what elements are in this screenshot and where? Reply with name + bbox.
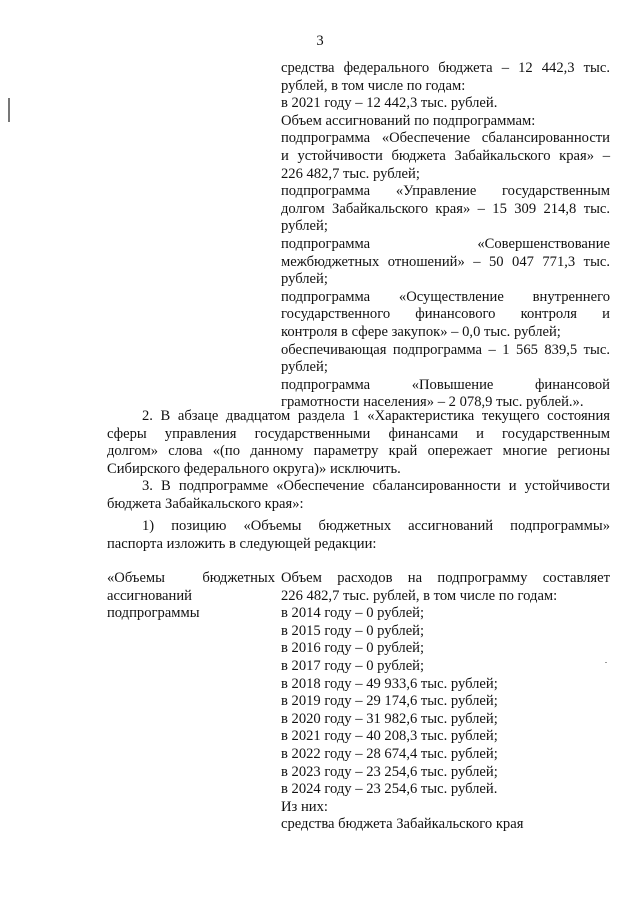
text-line: в 2022 году – 28 674,4 тыс. рублей; <box>281 745 498 762</box>
text-line: Из них: <box>281 798 328 815</box>
text-line: контроля в сфере закупок» – 0,0 тыс. рублей; <box>281 323 561 340</box>
text-line: Объем расходов на подпрограмму составляет <box>281 570 610 586</box>
text-line: в 2019 году – 29 174,6 тыс. рублей; <box>281 693 498 710</box>
text-line: 2. В абзаце двадцатом раздела 1 «Характеристика текущего состояния <box>142 408 610 424</box>
text-line: государственного финансового контроля и <box>281 306 610 323</box>
text-line: паспорта изложить в следующей редакции: <box>107 535 377 552</box>
text-line: и устойчивости бюджета Забайкальского края» – <box>281 147 610 164</box>
text-line: в 2021 году – 12 442,3 тыс. рублей. <box>281 95 498 112</box>
text-line: в 2014 году – 0 рублей; <box>281 605 425 622</box>
table-left-column <box>107 570 275 623</box>
text-line: рублей; <box>281 271 328 288</box>
text-line: в 2020 году – 31 982,6 тыс. рублей; <box>281 710 498 727</box>
table-right-column <box>281 570 610 834</box>
text-line: 226 482,7 тыс. рублей, в том числе по годам: <box>281 587 558 604</box>
scan-mark <box>8 98 10 122</box>
text-line: сферы управления государственными финансами и государственным <box>107 425 610 442</box>
text-line: грамотности населения» – 2 078,9 тыс. рублей.». <box>281 394 584 411</box>
text-line: Сибирского федерального округа)» исключить. <box>107 460 401 477</box>
paragraph-3 <box>107 478 610 513</box>
text-line: 3. В подпрограмме «Обеспечение сбалансированности и устойчивости <box>142 478 610 494</box>
text-line: в 2015 году – 0 рублей; <box>281 622 425 639</box>
page-number: 3 <box>316 33 324 49</box>
text-line: межбюджетных отношений» – 50 047 771,3 тыс. <box>281 253 610 270</box>
paragraph-2 <box>107 408 610 478</box>
text-line: в 2021 году – 40 208,3 тыс. рублей; <box>281 728 498 745</box>
text-line: бюджета Забайкальского края»: <box>107 495 304 512</box>
paragraph-3-1 <box>107 518 610 553</box>
text-line: в 2024 году – 23 254,6 тыс. рублей. <box>281 781 498 798</box>
text-line: подпрограмма «Обеспечение сбалансированности <box>281 130 610 147</box>
text-line: в 2016 году – 0 рублей; <box>281 640 425 657</box>
text-line: подпрограмма «Осуществление внутреннего <box>281 288 610 305</box>
text-line: долгом Забайкальского края» – 15 309 214,8 тыс. <box>281 200 610 217</box>
text-line: подпрограмма «Управление государственным <box>281 183 610 200</box>
text-line: рублей, в том числе по годам: <box>281 77 466 94</box>
text-line: рублей; <box>281 218 328 235</box>
text-line: рублей; <box>281 359 328 376</box>
top-block <box>281 60 610 412</box>
text-line: 226 482,7 тыс. рублей; <box>281 165 420 182</box>
text-line: долгом» слова «(по данному параметру край опережает многие регионы <box>107 443 610 460</box>
text-line: ассигнований <box>107 587 192 604</box>
text-line: средства федерального бюджета – 12 442,3 тыс. <box>281 60 610 76</box>
text-line: подпрограмма «Совершенствование <box>281 235 610 252</box>
text-line: обеспечивающая подпрограмма – 1 565 839,5 тыс. <box>281 341 610 358</box>
text-line: «Объемы бюджетных <box>107 570 275 586</box>
text-line: в 2018 году – 49 933,6 тыс. рублей; <box>281 675 498 692</box>
text-line: в 2023 году – 23 254,6 тыс. рублей; <box>281 763 498 780</box>
text-line: 1) позицию «Объемы бюджетных ассигнований подпрограммы» <box>142 518 610 534</box>
text-line: подпрограммы <box>107 605 200 622</box>
text-line: в 2017 году – 0 рублей; <box>281 657 425 674</box>
text-line: подпрограмма «Повышение финансовой <box>281 376 610 393</box>
text-line: средства бюджета Забайкальского края <box>281 816 524 833</box>
text-line: Объем ассигнований по подпрограммам: <box>281 112 536 129</box>
